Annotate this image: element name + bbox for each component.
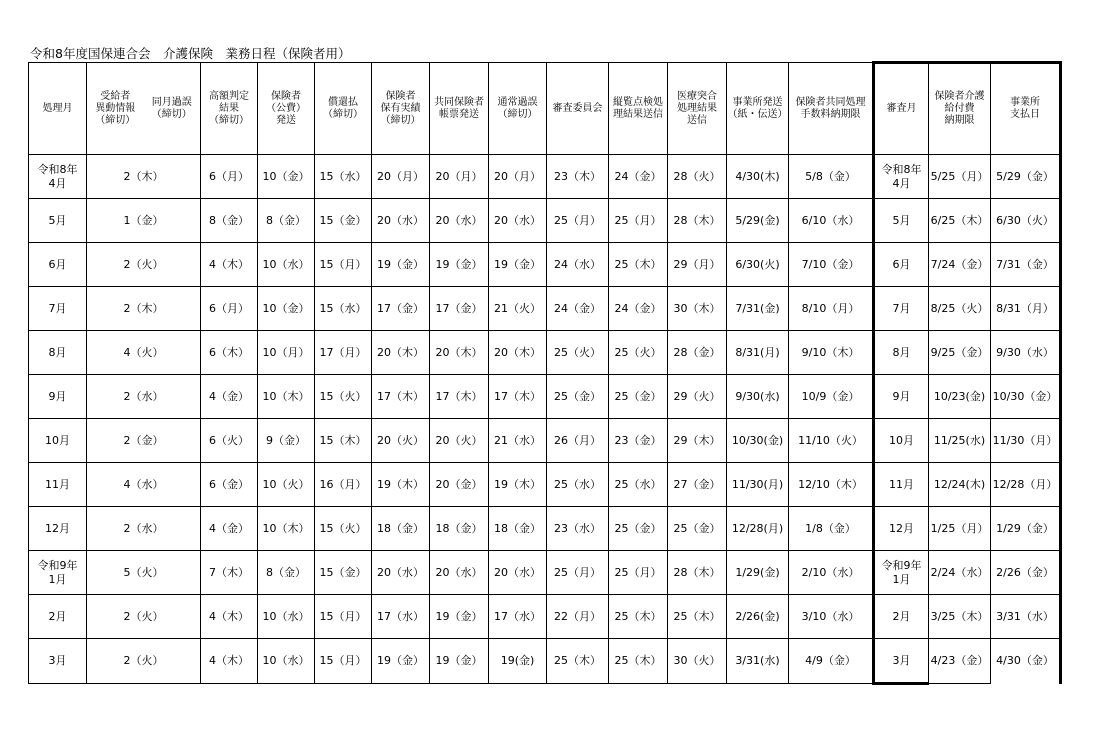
joint-forms-cell: 20（金） (430, 463, 489, 507)
normal-error-cell: 19(金) (489, 639, 547, 684)
benefit-deadline-cell: 1/25（月） (929, 507, 991, 551)
reimbursement-cell: 15（火） (315, 507, 372, 551)
benefit-deadline-cell: 7/24（金） (929, 243, 991, 287)
joint-fee-cell: 6/10（水） (789, 199, 874, 243)
review-month-cell: 令和8年 4月 (874, 155, 929, 199)
insurer-records-cell: 20（水） (372, 199, 430, 243)
receiver-change-cell: 4（火） (87, 331, 201, 375)
header-inspection-result: 縦覧点検処 理結果送信 (609, 63, 668, 155)
benefit-deadline-cell: 5/25（月） (929, 155, 991, 199)
reimbursement-cell: 15（水） (315, 155, 372, 199)
benefit-deadline-cell: 6/25（木） (929, 199, 991, 243)
header-office-dispatch: 事業所発送 （紙・伝送） (727, 63, 789, 155)
receiver-change-cell: 1（金） (87, 199, 201, 243)
joint-forms-cell: 20（月） (430, 155, 489, 199)
office-dispatch-cell: 1/29(金) (727, 551, 789, 595)
table-row (29, 243, 1061, 287)
joint-fee-cell: 5/8（金） (789, 155, 874, 199)
normal-error-cell: 21（水） (489, 419, 547, 463)
joint-forms-cell: 20（木） (430, 331, 489, 375)
office-dispatch-cell: 2/26(金) (727, 595, 789, 639)
header-insurer-records: 保険者 保有実績 （締切） (372, 63, 430, 155)
payment-date-cell: 3/31（水） (991, 595, 1061, 639)
benefit-deadline-cell: 9/25（金） (929, 331, 991, 375)
medical-match-cell: 29（月） (668, 243, 727, 287)
header-joint-fee-deadline: 保険者共同処理 手数料納期限 (789, 63, 874, 155)
high-cost-cell: 7（木） (201, 551, 258, 595)
processing-month-cell: 9月 (29, 375, 87, 419)
insurer-dispatch-cell: 10（月） (258, 331, 315, 375)
joint-fee-cell: 2/10（水） (789, 551, 874, 595)
office-dispatch-cell: 8/31(月) (727, 331, 789, 375)
processing-month-cell: 令和9年 1月 (29, 551, 87, 595)
receiver-change-cell: 2（木） (87, 287, 201, 331)
office-dispatch-cell: 5/29(金) (727, 199, 789, 243)
insurer-dispatch-cell: 9（金） (258, 419, 315, 463)
header-medical-match-result: 医療突合 処理結果 送信 (668, 63, 727, 155)
insurer-dispatch-cell: 10（木） (258, 375, 315, 419)
table-row (29, 507, 1061, 551)
review-committee-cell: 25（月） (547, 551, 609, 595)
header-high-cost-result: 高額判定 結果 （締切） (201, 63, 258, 155)
benefit-deadline-cell: 2/24（水） (929, 551, 991, 595)
joint-fee-cell: 1/8（金） (789, 507, 874, 551)
table-row (29, 595, 1061, 639)
reimbursement-cell: 15（月） (315, 595, 372, 639)
payment-date-cell: 7/31（金） (991, 243, 1061, 287)
benefit-deadline-cell: 10/23(金) (929, 375, 991, 419)
office-dispatch-cell: 7/31(金) (727, 287, 789, 331)
reimbursement-cell: 15（水） (315, 287, 372, 331)
review-committee-cell: 25（火） (547, 331, 609, 375)
medical-match-cell: 28（火） (668, 155, 727, 199)
receiver-change-cell: 2（火） (87, 243, 201, 287)
inspection-result-cell: 25（金） (609, 375, 668, 419)
receiver-change-cell: 2（火） (87, 595, 201, 639)
review-committee-cell: 24（金） (547, 287, 609, 331)
benefit-deadline-cell: 8/25（火） (929, 287, 991, 331)
medical-match-cell: 30（木） (668, 287, 727, 331)
review-month-cell: 10月 (874, 419, 929, 463)
benefit-deadline-cell: 4/23（金） (929, 639, 991, 684)
joint-forms-cell: 19（金） (430, 595, 489, 639)
medical-match-cell: 28（木） (668, 199, 727, 243)
insurer-dispatch-cell: 10（火） (258, 463, 315, 507)
header-row (29, 63, 1061, 155)
high-cost-cell: 4（木） (201, 243, 258, 287)
header-office-payment-date: 事業所 支払日 (991, 63, 1061, 155)
table-row (29, 331, 1061, 375)
processing-month-cell: 7月 (29, 287, 87, 331)
normal-error-cell: 17（水） (489, 595, 547, 639)
insurer-dispatch-cell: 10（水） (258, 595, 315, 639)
header-same-month-error: 同月過誤 （締切） (144, 63, 201, 155)
reimbursement-cell: 15（月） (315, 243, 372, 287)
inspection-result-cell: 25（木） (609, 595, 668, 639)
high-cost-cell: 6（金） (201, 463, 258, 507)
reimbursement-cell: 15（金） (315, 551, 372, 595)
review-month-cell: 11月 (874, 463, 929, 507)
office-dispatch-cell: 11/30(月) (727, 463, 789, 507)
insurer-records-cell: 19（木） (372, 463, 430, 507)
reimbursement-cell: 16（月） (315, 463, 372, 507)
review-month-cell: 令和9年 1月 (874, 551, 929, 595)
payment-date-cell: 10/30（金） (991, 375, 1061, 419)
payment-date-cell: 2/26（金） (991, 551, 1061, 595)
insurer-records-cell: 17（木） (372, 375, 430, 419)
header-insurer-dispatch: 保険者 （公費） 発送 (258, 63, 315, 155)
medical-match-cell: 29（木） (668, 419, 727, 463)
inspection-result-cell: 23（金） (609, 419, 668, 463)
table-row (29, 287, 1061, 331)
insurer-dispatch-cell: 10（水） (258, 639, 315, 684)
insurer-records-cell: 18（金） (372, 507, 430, 551)
review-committee-cell: 23（木） (547, 155, 609, 199)
medical-match-cell: 28（木） (668, 551, 727, 595)
receiver-change-cell: 2（金） (87, 419, 201, 463)
normal-error-cell: 19（金） (489, 243, 547, 287)
receiver-change-cell: 2（木） (87, 155, 201, 199)
processing-month-cell: 11月 (29, 463, 87, 507)
inspection-result-cell: 25（火） (609, 331, 668, 375)
review-month-cell: 7月 (874, 287, 929, 331)
processing-month-cell: 12月 (29, 507, 87, 551)
normal-error-cell: 20（月） (489, 155, 547, 199)
processing-month-cell: 8月 (29, 331, 87, 375)
receiver-change-cell: 2（火） (87, 639, 201, 684)
medical-match-cell: 30（火） (668, 639, 727, 684)
joint-fee-cell: 11/10（火） (789, 419, 874, 463)
processing-month-cell: 6月 (29, 243, 87, 287)
joint-forms-cell: 17（金） (430, 287, 489, 331)
table-row (29, 551, 1061, 595)
header-processing-month: 処理月 (29, 63, 87, 155)
reimbursement-cell: 15（木） (315, 419, 372, 463)
inspection-result-cell: 25（金） (609, 507, 668, 551)
reimbursement-cell: 15（金） (315, 199, 372, 243)
high-cost-cell: 6（火） (201, 419, 258, 463)
insurer-dispatch-cell: 8（金） (258, 551, 315, 595)
document-title: 令和8年度国保連合会 介護保険 業務日程（保険者用） (30, 46, 351, 61)
medical-match-cell: 29（火） (668, 375, 727, 419)
table-row (29, 199, 1061, 243)
processing-month-cell: 2月 (29, 595, 87, 639)
high-cost-cell: 6（月） (201, 287, 258, 331)
insurer-dispatch-cell: 10（金） (258, 155, 315, 199)
joint-forms-cell: 20（水） (430, 199, 489, 243)
receiver-change-cell: 2（水） (87, 507, 201, 551)
joint-forms-cell: 18（金） (430, 507, 489, 551)
schedule-table (28, 61, 1062, 685)
inspection-result-cell: 25（月） (609, 199, 668, 243)
joint-fee-cell: 10/9（金） (789, 375, 874, 419)
normal-error-cell: 20（木） (489, 331, 547, 375)
reimbursement-cell: 17（月） (315, 331, 372, 375)
joint-fee-cell: 8/10（月） (789, 287, 874, 331)
high-cost-cell: 8（金） (201, 199, 258, 243)
processing-month-cell: 令和8年 4月 (29, 155, 87, 199)
normal-error-cell: 18（金） (489, 507, 547, 551)
review-committee-cell: 25（金） (547, 375, 609, 419)
header-joint-insurer-forms: 共同保険者 帳票発送 (430, 63, 489, 155)
high-cost-cell: 4（木） (201, 639, 258, 684)
payment-date-cell: 4/30（金） (991, 639, 1061, 684)
header-review-committee: 審査委員会 (547, 63, 609, 155)
joint-fee-cell: 12/10（木） (789, 463, 874, 507)
inspection-result-cell: 24（金） (609, 155, 668, 199)
high-cost-cell: 4（金） (201, 375, 258, 419)
review-month-cell: 3月 (874, 639, 929, 684)
high-cost-cell: 6（木） (201, 331, 258, 375)
header-review-month: 審査月 (874, 63, 929, 155)
header-benefit-deadline: 保険者介護 給付費 納期限 (929, 63, 991, 155)
reimbursement-cell: 15（火） (315, 375, 372, 419)
inspection-result-cell: 24（金） (609, 287, 668, 331)
joint-fee-cell: 9/10（木） (789, 331, 874, 375)
payment-date-cell: 1/29（金） (991, 507, 1061, 551)
review-committee-cell: 25（水） (547, 463, 609, 507)
normal-error-cell: 20（水） (489, 551, 547, 595)
review-month-cell: 6月 (874, 243, 929, 287)
receiver-change-cell: 5（火） (87, 551, 201, 595)
office-dispatch-cell: 10/30(金) (727, 419, 789, 463)
reimbursement-cell: 15（月） (315, 639, 372, 684)
review-committee-cell: 23（水） (547, 507, 609, 551)
joint-forms-cell: 17（木） (430, 375, 489, 419)
insurer-records-cell: 20（火） (372, 419, 430, 463)
office-dispatch-cell: 12/28(月) (727, 507, 789, 551)
review-committee-cell: 25（木） (547, 639, 609, 684)
joint-forms-cell: 19（金） (430, 243, 489, 287)
joint-forms-cell: 20（水） (430, 551, 489, 595)
receiver-change-cell: 2（水） (87, 375, 201, 419)
normal-error-cell: 20（水） (489, 199, 547, 243)
insurer-records-cell: 20（月） (372, 155, 430, 199)
payment-date-cell: 11/30（月） (991, 419, 1061, 463)
high-cost-cell: 6（月） (201, 155, 258, 199)
normal-error-cell: 21（火） (489, 287, 547, 331)
table-row (29, 639, 1061, 684)
insurer-dispatch-cell: 10（水） (258, 243, 315, 287)
table-row (29, 463, 1061, 507)
payment-date-cell: 6/30（火） (991, 199, 1061, 243)
office-dispatch-cell: 6/30(火) (727, 243, 789, 287)
normal-error-cell: 17（木） (489, 375, 547, 419)
payment-date-cell: 8/31（月） (991, 287, 1061, 331)
payment-date-cell: 12/28（月） (991, 463, 1061, 507)
review-month-cell: 9月 (874, 375, 929, 419)
joint-fee-cell: 7/10（金） (789, 243, 874, 287)
office-dispatch-cell: 9/30(水) (727, 375, 789, 419)
insurer-records-cell: 19（金） (372, 639, 430, 684)
benefit-deadline-cell: 11/25(水) (929, 419, 991, 463)
processing-month-cell: 10月 (29, 419, 87, 463)
high-cost-cell: 4（木） (201, 595, 258, 639)
medical-match-cell: 27（金） (668, 463, 727, 507)
insurer-records-cell: 17（水） (372, 595, 430, 639)
medical-match-cell: 25（金） (668, 507, 727, 551)
review-month-cell: 2月 (874, 595, 929, 639)
review-committee-cell: 25（月） (547, 199, 609, 243)
review-committee-cell: 22（月） (547, 595, 609, 639)
insurer-dispatch-cell: 10（金） (258, 287, 315, 331)
payment-date-cell: 5/29（金） (991, 155, 1061, 199)
joint-forms-cell: 19（金） (430, 639, 489, 684)
medical-match-cell: 28（金） (668, 331, 727, 375)
joint-fee-cell: 4/9（金） (789, 639, 874, 684)
inspection-result-cell: 25（月） (609, 551, 668, 595)
review-month-cell: 5月 (874, 199, 929, 243)
review-committee-cell: 26（月） (547, 419, 609, 463)
receiver-change-cell: 4（水） (87, 463, 201, 507)
joint-forms-cell: 20（火） (430, 419, 489, 463)
insurer-dispatch-cell: 8（金） (258, 199, 315, 243)
review-month-cell: 8月 (874, 331, 929, 375)
office-dispatch-cell: 4/30(木) (727, 155, 789, 199)
insurer-records-cell: 20（木） (372, 331, 430, 375)
benefit-deadline-cell: 3/25（木） (929, 595, 991, 639)
header-receiver-change: 受給者 異動情報 （締切） (87, 63, 144, 155)
table-row (29, 155, 1061, 199)
insurer-records-cell: 19（金） (372, 243, 430, 287)
inspection-result-cell: 25（木） (609, 243, 668, 287)
high-cost-cell: 4（金） (201, 507, 258, 551)
insurer-records-cell: 20（水） (372, 551, 430, 595)
processing-month-cell: 3月 (29, 639, 87, 684)
review-month-cell: 12月 (874, 507, 929, 551)
payment-date-cell: 9/30（水） (991, 331, 1061, 375)
inspection-result-cell: 25（木） (609, 639, 668, 684)
table-row (29, 375, 1061, 419)
header-normal-error: 通常過誤 （締切） (489, 63, 547, 155)
header-reimbursement: 償還払 （締切） (315, 63, 372, 155)
joint-fee-cell: 3/10（水） (789, 595, 874, 639)
benefit-deadline-cell: 12/24(木) (929, 463, 991, 507)
insurer-records-cell: 17（金） (372, 287, 430, 331)
inspection-result-cell: 25（水） (609, 463, 668, 507)
office-dispatch-cell: 3/31(水) (727, 639, 789, 684)
insurer-dispatch-cell: 10（木） (258, 507, 315, 551)
table-row (29, 419, 1061, 463)
processing-month-cell: 5月 (29, 199, 87, 243)
review-committee-cell: 24（水） (547, 243, 609, 287)
normal-error-cell: 19（木） (489, 463, 547, 507)
medical-match-cell: 25（木） (668, 595, 727, 639)
